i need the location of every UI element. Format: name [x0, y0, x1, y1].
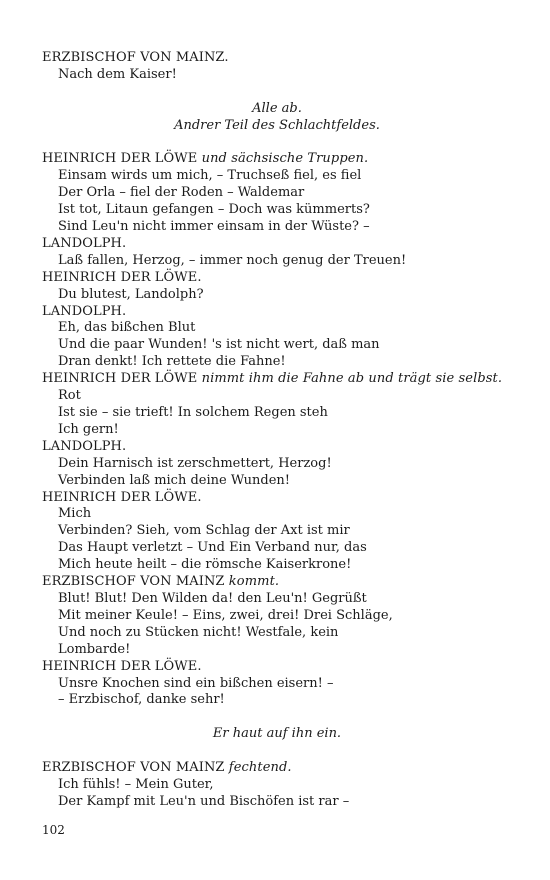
blank-line	[42, 135, 512, 152]
verse-line: Das Haupt verletzt – Und Ein Verband nur, das	[58, 540, 367, 556]
verse-line: Unsre Knochen sind ein bißchen eisern! –	[58, 675, 334, 691]
verse-line: – Erzbischof, danke sehr!	[58, 692, 225, 708]
verse-line: Und die paar Wunden! 's ist nicht wert, daß man	[58, 337, 380, 353]
verse-line: Ich gern!	[58, 421, 119, 437]
verse-line: Sind Leu'n nicht immer einsam in der Wüste? –	[58, 219, 370, 235]
verse-line: Mich heute heilt – die römsche Kaiserkrone!	[58, 557, 352, 573]
speaker-name: ERZBISCHOF VON MAINZ	[42, 760, 225, 775]
stage-direction-inline: fechtend.	[224, 760, 292, 775]
speaker-heading	[42, 50, 512, 67]
stage-direction-inline: kommt.	[224, 574, 280, 590]
verse-line: Mit meiner Keule! – Eins, zwei, drei! Drei Schläge,	[58, 607, 393, 623]
verse-line: Ist sie – sie trieft! In solchem Regen steh	[58, 405, 328, 420]
stage-direction: Alle ab.	[252, 100, 302, 116]
speaker-name: HEINRICH DER LÖWE	[42, 371, 198, 387]
verse-line: Und noch zu Stücken nicht! Westfale, kein	[58, 624, 339, 640]
verse-line: Eh, das bißchen Blut	[58, 320, 196, 336]
speaker-name: HEINRICH DER LÖWE	[42, 151, 198, 167]
blank-line	[42, 84, 512, 101]
speaker-heading	[42, 439, 512, 456]
verse-line: Dein Harnisch ist zerschmettert, Herzog!	[58, 455, 332, 471]
stage-direction-inline: nimmt ihm die Fahne ab und trägt sie selbst.	[197, 371, 503, 387]
blank-line	[42, 743, 512, 760]
speaker-heading	[42, 760, 512, 777]
verse-line: Blut! Blut! Den Wilden da! den Leu'n! Gegrüßt	[58, 590, 367, 606]
verse-line: Mich	[58, 506, 92, 522]
verse-line: Dran denkt! Ich rettete die Fahne!	[58, 354, 286, 370]
speaker-name: HEINRICH DER LÖWE.	[42, 658, 202, 674]
page-number: 102	[42, 823, 65, 837]
speaker-heading	[42, 236, 512, 253]
speaker-name: ERZBISCHOF VON MAINZ.	[42, 50, 229, 65]
speaker-name: HEINRICH DER LÖWE.	[42, 489, 202, 505]
verse-line: Einsam wirds um mich, – Truchseß fiel, es fiel	[58, 168, 362, 184]
verse-line: Ist tot, Litaun gefangen – Doch was kümmerts?	[58, 202, 370, 218]
stage-direction: Andrer Teil des Schlachtfeldes.	[174, 117, 380, 133]
verse-line: Nach dem Kaiser!	[58, 66, 177, 82]
verse-line: Verbinden laß mich deine Wunden!	[58, 472, 291, 488]
verse-line: Lombarde!	[58, 641, 131, 657]
speaker-heading	[42, 659, 512, 676]
drama-text-block	[42, 50, 512, 811]
verse-line: Ich fühls! – Mein Guter,	[58, 776, 214, 792]
speaker-heading	[42, 304, 512, 321]
speaker-name: LANDOLPH.	[42, 438, 127, 454]
speaker-name: LANDOLPH.	[42, 303, 127, 319]
stage-direction: Er haut auf ihn ein.	[212, 726, 342, 742]
verse-line: Laß fallen, Herzog, – immer noch genug der Treuen!	[58, 252, 407, 268]
verse-line: Verbinden? Sieh, vom Schlag der Axt ist mir	[58, 523, 350, 539]
speaker-heading	[42, 490, 512, 507]
verse-line: Du blutest, Landolph?	[58, 286, 204, 302]
blank-line	[42, 709, 512, 726]
speaker-heading	[42, 270, 512, 287]
verse-line: Der Kampf mit Leu'n und Bischöfen ist rar –	[58, 793, 350, 809]
speaker-name: ERZBISCHOF VON MAINZ	[42, 574, 225, 590]
speaker-name: LANDOLPH.	[42, 235, 127, 251]
speaker-name: HEINRICH DER LÖWE.	[42, 269, 202, 285]
speaker-heading	[42, 371, 512, 388]
speaker-heading	[42, 574, 512, 591]
verse-line: Rot	[58, 388, 81, 404]
speaker-heading	[42, 151, 512, 168]
verse-line: Der Orla – fiel der Roden – Waldemar	[58, 185, 305, 201]
stage-direction-inline: und sächsische Truppen.	[197, 151, 369, 167]
